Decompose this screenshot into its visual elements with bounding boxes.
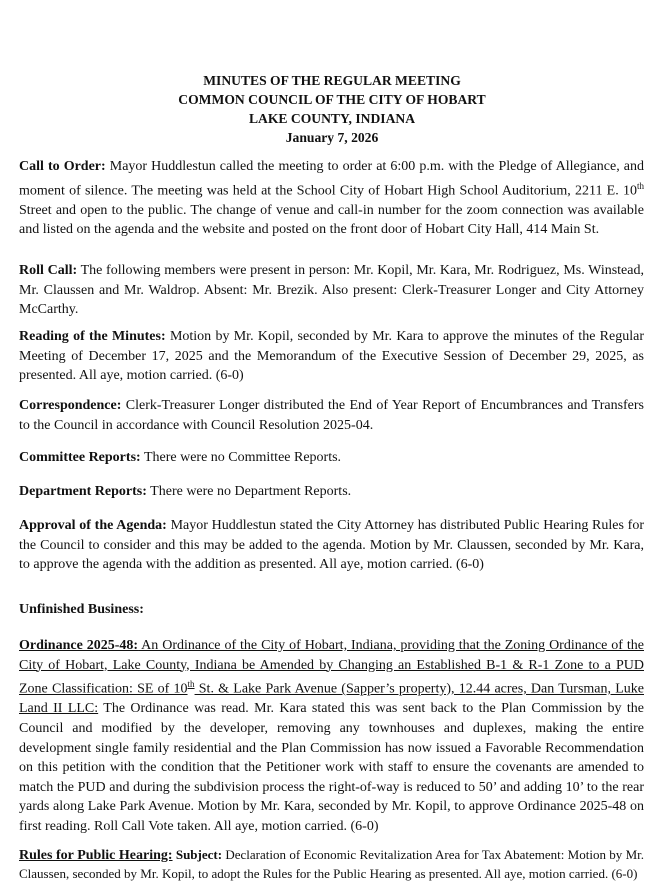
roll-call-section	[19, 261, 644, 320]
department-section	[19, 482, 644, 502]
call-to-order-label: Call to Order:	[19, 159, 106, 174]
ordinance-label: Ordinance 2025-48:	[19, 638, 139, 653]
correspondence-text: Clerk-Treasurer Longer distributed the End of Year Report of Encumbrances and Transfers to the Council in accordance with Council Resolution 2025-04.	[19, 398, 645, 433]
department-label: Department Reports:	[19, 484, 147, 499]
ordinance-title: An Ordinance of the City of Hobart, Indiana, providing that the Zoning Ordinance of the City of Hobart, Lake County, Indiana be Amended by Changing an Established B-1 & R-1 Zone to a PUD Zone Classification: SE of 10	[19, 638, 644, 697]
committee-label: Committee Reports:	[19, 450, 141, 465]
superscript-th: th	[187, 679, 195, 690]
correspondence-label: Correspondence:	[19, 398, 122, 413]
agenda-label: Approval of the Agenda:	[19, 518, 167, 533]
committee-text: There were no Committee Reports.	[143, 450, 342, 465]
unfinished-section	[19, 600, 644, 620]
ordinance-section	[19, 636, 644, 837]
header-title: MINUTES OF THE REGULAR MEETING	[203, 73, 461, 88]
minutes-label: Reading of the Minutes:	[19, 329, 166, 344]
department-text: There were no Department Reports.	[150, 484, 352, 499]
call-to-order-text-cont: Street and open to the public. The change of venue and call-in number for the zoom connection was available and listed on the agenda and the website and posted on the front door of Hobart City Hall, 414 Main St.	[19, 202, 644, 238]
rules-subject-label: Subject:	[175, 847, 223, 862]
rules-section	[19, 846, 644, 883]
superscript-th: th	[636, 180, 644, 191]
correspondence-section	[19, 396, 644, 435]
rules-label: Rules for Public Hearing:	[19, 848, 173, 863]
header-date: January 7, 2026	[285, 130, 379, 145]
unfinished-label: Unfinished Business:	[19, 602, 144, 617]
header-council: COMMON COUNCIL OF THE CITY OF HOBART	[178, 92, 486, 107]
call-to-order-section	[19, 157, 644, 240]
rules-text: Declaration of Economic Revitalization Area for Tax Abatement: Motion by Mr. Claussen, seconded by Mr. Kopil, to adopt the Rules for the Public Hearing as presented. All aye, motion carried. (6-0)	[19, 847, 644, 881]
roll-call-text: The following members were present in person: Mr. Kopil, Mr. Kara, Mr. Rodriguez, Ms. Winstead, Mr. Claussen and Mr. Waldrop. Absent: Mr. Brezik. Also present: Clerk-Treasurer Longer and City Attorney McCarthy.	[19, 263, 644, 318]
header-county: LAKE COUNTY, INDIANA	[248, 111, 416, 126]
agenda-text: Mayor Huddlestun stated the City Attorney has distributed Public Hearing Rules for the Council to consider and this may be added to the agenda. Motion by Mr. Claussen, seconded by Mr. Kara, to approve the agenda with the addition as presented. All aye, motion carried. (6-0)	[19, 518, 644, 573]
minutes-section	[19, 327, 644, 386]
ordinance-text: The Ordinance was read. Mr. Kara stated this was sent back to the Plan Commission by the Council and modified by the developer, removing any townhouses and duplexes, making the entire development single family residential and the Plan Commission has now issued a Favorable Recommendation on this petition with the condition that the Petitioner work with staff to ensure the covenants are amended to match the PUD and during the subdivision process the right-of-way is reduced to 50’ and adding 10’ to the rear yards along Lake Park Avenue. Motion by Mr. Kara, seconded by Mr. Kopil, to approve Ordinance 2025-48 on first reading. Roll Call Vote taken. All aye, motion carried. (6-0)	[19, 701, 644, 834]
agenda-section	[19, 516, 644, 575]
call-to-order-text: Mayor Huddlestun called the meeting to order at 6:00 p.m. with the Pledge of Allegiance, and moment of silence. The meeting was held at the School City of Hobart High School Auditorium, 2211 E. 10	[19, 159, 645, 199]
document-header	[0, 71, 664, 147]
roll-call-label: Roll Call:	[19, 263, 78, 278]
committee-section	[19, 448, 644, 468]
ordinance-title-cont: St. & Lake Park Avenue (Sapper’s property), 12.44 acres, Dan Tursman, Luke Land II LLC:	[19, 681, 644, 717]
minutes-text: Motion by Mr. Kopil, seconded by Mr. Kara to approve the minutes of the Regular Meeting of December 17, 2025 and the Memorandum of the Executive Session of December 29, 2025, as presented. All aye, motion carried. (6-0)	[19, 329, 645, 384]
